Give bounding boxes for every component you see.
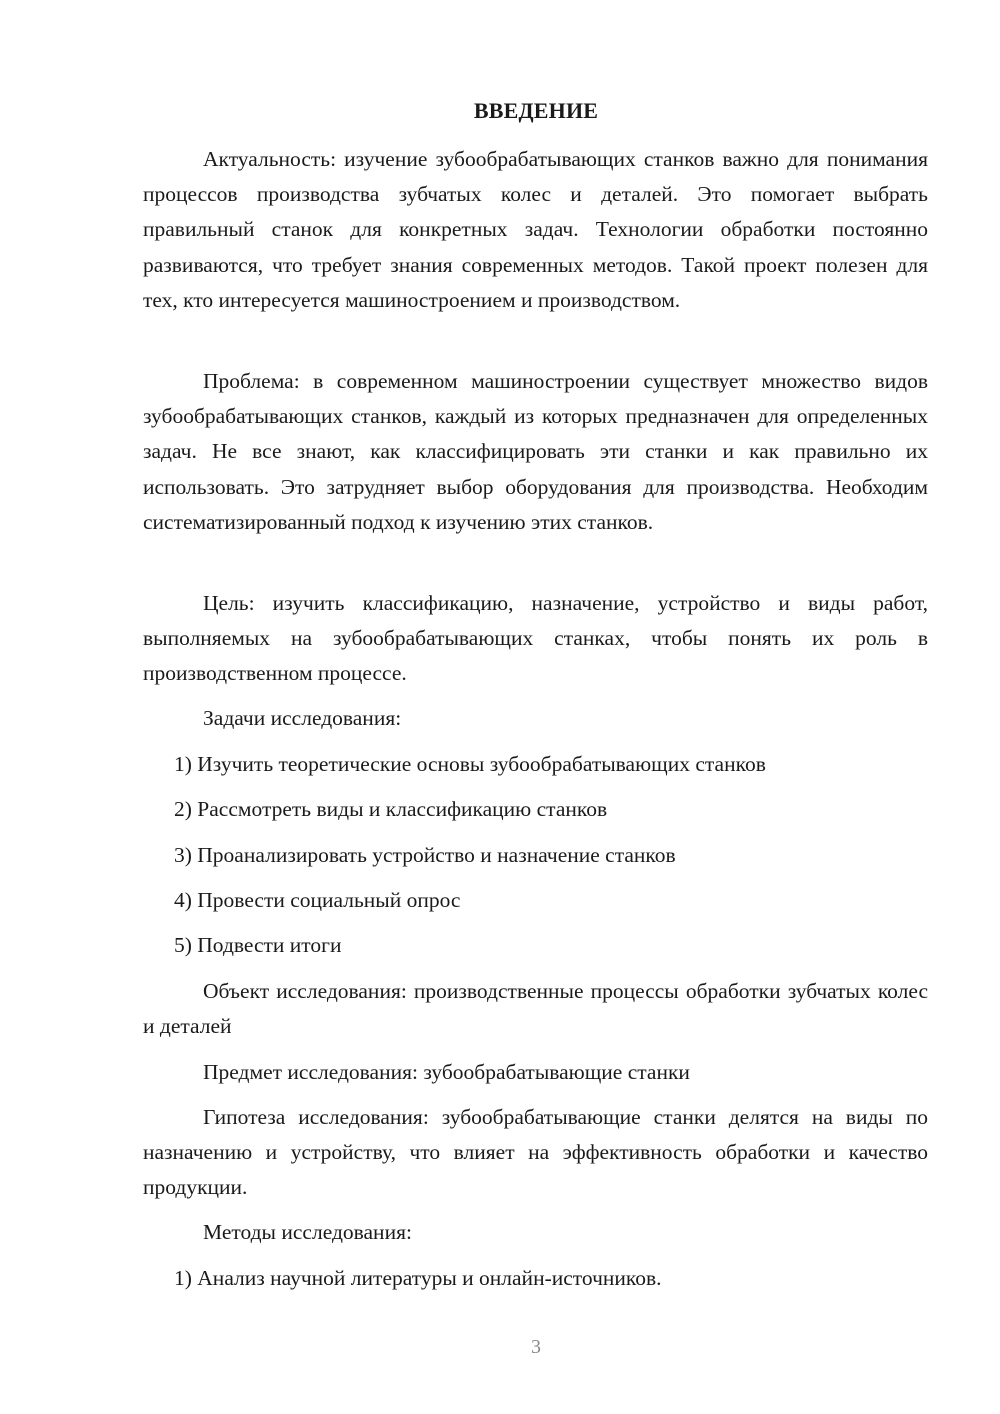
hypothesis-paragraph: Гипотеза исследования: зубообрабатывающие станки делятся на виды по назначению и устройству, что влияет на эффективность обработки и качество продукции. [143,1105,928,1200]
task-item: 2) Рассмотреть виды и классификацию станков [174,797,608,821]
problem-paragraph: Проблема: в современном машиностроении существует множество видов зубообрабатывающих станков, каждый из которых предназначен для определенных задач. Не все знают, как классифицировать эти станки и как правильно их использовать. Это затрудняет выбор оборудования для производства. Необходим систематизированный подход к изучению этих станков. [143,369,928,534]
relevance-paragraph: Актуальность: изучение зубообрабатывающих станков важно для понимания процессов производства зубчатых колес и деталей. Это помогает выбрать правильный станок для конкретных задач. Технологии обработки постоянно развиваются, что требует знания современных методов. Такой проект полезен для тех, кто интересуется машиностроением и производством. [143,147,928,312]
subject-paragraph: Предмет исследования: зубообрабатывающие станки [203,1060,690,1084]
object-paragraph: Объект исследования: производственные процессы обработки зубчатых колес и деталей [143,979,928,1039]
method-item: 1) Анализ научной литературы и онлайн-источников. [174,1266,662,1290]
section-heading: ВВЕДЕНИЕ [473,98,599,123]
page-number: 3 [531,1336,541,1358]
task-item: 5) Подвести итоги [174,933,342,957]
tasks-label: Задачи исследования: [203,706,402,730]
task-item: 3) Проанализировать устройство и назначение станков [174,843,676,867]
goal-paragraph: Цель: изучить классификацию, назначение, устройство и виды работ, выполняемых на зубообрабатывающих станках, чтобы понять их роль в производственном процессе. [143,591,928,686]
methods-label: Методы исследования: [203,1220,412,1244]
task-item: 4) Провести социальный опрос [174,888,461,912]
task-item: 1) Изучить теоретические основы зубообрабатывающих станков [174,752,766,776]
